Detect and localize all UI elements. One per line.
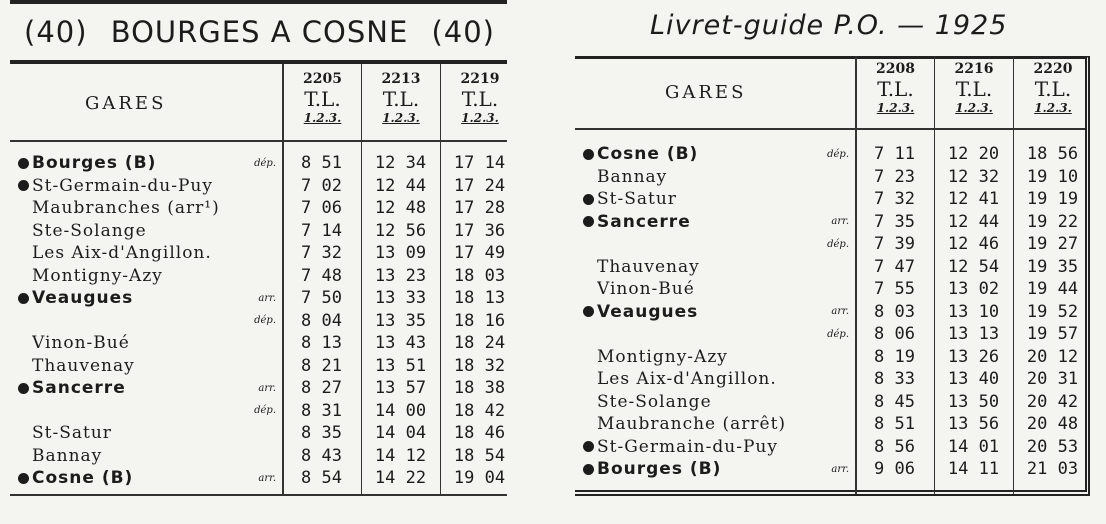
departure-time: 20 42 <box>1026 391 1079 412</box>
departure-time: 8 03 <box>874 301 915 322</box>
departure-time: 19 35 <box>1026 256 1079 277</box>
header-rule <box>10 140 507 142</box>
times-row <box>282 356 519 376</box>
departure-time: 7 06 <box>301 198 342 218</box>
times-row <box>282 378 519 398</box>
station-name: Sancerre <box>597 211 691 232</box>
arr-dep-note: dép. <box>827 148 849 160</box>
departure-time: 13 13 <box>947 324 1000 344</box>
station-row <box>583 188 855 210</box>
gares-header: GARES <box>665 82 747 103</box>
departure-time: 12 48 <box>374 198 427 218</box>
train-type: T.L. <box>1034 77 1072 101</box>
departure-time: 8 19 <box>874 346 915 367</box>
station-marker-icon <box>18 383 29 394</box>
station-name: Bannay <box>32 445 103 466</box>
times-row <box>855 324 1092 344</box>
times-row <box>282 446 519 466</box>
station-name: Veaugues <box>32 288 134 308</box>
station-name: Les Aix-d'Angillon. <box>32 243 212 263</box>
train-type: T.L. <box>877 77 914 101</box>
table-number-right: (40) <box>431 15 495 49</box>
footer-rule <box>10 494 507 496</box>
station-row <box>583 368 855 390</box>
departure-time: 19 04 <box>453 468 506 488</box>
departure-time: 17 28 <box>453 198 506 218</box>
departure-time: 7 02 <box>301 175 342 196</box>
station-row <box>583 256 855 278</box>
gares-header: GARES <box>85 93 167 114</box>
station-name: Montigny-Azy <box>597 346 728 367</box>
station-row <box>583 233 855 255</box>
departure-time: 20 12 <box>1026 346 1079 367</box>
departure-time: 19 10 <box>1026 166 1079 187</box>
station-name: Cosne (B) <box>597 144 699 164</box>
departure-time: 14 04 <box>374 423 427 443</box>
departure-time: 13 56 <box>947 414 1000 434</box>
departure-time: 18 03 <box>453 265 506 286</box>
station-row <box>583 458 855 480</box>
station-name: St-Satur <box>597 189 677 209</box>
station-name: Bourges (B) <box>32 153 157 173</box>
departure-time: 19 44 <box>1026 279 1079 299</box>
station-row <box>583 211 855 233</box>
station-row <box>18 265 282 287</box>
times-row <box>855 437 1092 457</box>
table-title <box>10 0 507 64</box>
departure-time: 8 04 <box>301 310 342 331</box>
departure-time: 17 36 <box>453 220 506 241</box>
departure-time: 13 51 <box>374 355 427 376</box>
departure-time: 19 27 <box>1026 234 1079 254</box>
departure-time: 13 43 <box>374 333 427 353</box>
arr-dep-note: arr. <box>258 382 276 394</box>
times-row <box>282 333 519 353</box>
station-row <box>18 445 282 467</box>
departure-time: 7 32 <box>301 243 342 263</box>
departure-time: 12 54 <box>947 256 1000 277</box>
station-row <box>583 346 855 368</box>
departure-time: 13 09 <box>374 243 427 263</box>
train-number: 2213 <box>381 71 421 87</box>
train-type: T.L. <box>304 87 341 111</box>
station-row <box>18 310 282 332</box>
station-row <box>583 166 855 188</box>
departure-time: 7 48 <box>301 265 342 286</box>
departure-time: 17 14 <box>453 153 506 173</box>
station-name: Cosne (B) <box>32 468 134 488</box>
station-row <box>18 242 282 264</box>
departure-time: 13 10 <box>947 301 1000 322</box>
departure-time: 17 49 <box>453 243 506 263</box>
train-number: 2216 <box>954 61 994 77</box>
train-header <box>440 68 519 138</box>
train-type: T.L. <box>461 87 499 111</box>
departure-time: 14 22 <box>374 468 427 488</box>
station-marker-icon <box>18 293 29 304</box>
departure-time: 19 57 <box>1026 324 1079 344</box>
station-row <box>583 436 855 458</box>
departure-time: 8 06 <box>874 324 915 344</box>
train-class: 1.2.3. <box>303 111 342 125</box>
station-name: Thauvenay <box>597 256 700 277</box>
departure-time: 12 44 <box>947 211 1000 232</box>
departure-time: 7 50 <box>301 288 342 308</box>
station-marker-icon <box>583 149 594 160</box>
departure-time: 12 56 <box>374 220 427 241</box>
departure-time: 8 56 <box>874 436 915 457</box>
departure-time: 19 52 <box>1026 301 1079 322</box>
station-row <box>18 422 282 444</box>
departure-time: 14 00 <box>374 400 427 421</box>
departure-time: 7 14 <box>301 220 342 241</box>
station-name: St-Satur <box>32 423 112 443</box>
departure-time: 13 57 <box>374 378 427 398</box>
departure-time: 8 35 <box>301 423 342 443</box>
departure-time: 8 31 <box>301 400 342 421</box>
departure-time: 8 27 <box>301 378 342 398</box>
departure-time: 18 54 <box>453 445 506 466</box>
train-type: T.L. <box>955 77 993 101</box>
station-row <box>18 152 282 174</box>
station-name: Thauvenay <box>32 355 135 376</box>
departure-time: 21 03 <box>1026 459 1079 479</box>
station-row <box>583 413 855 435</box>
times-row <box>855 302 1092 322</box>
train-class: 1.2.3. <box>382 111 420 125</box>
departure-time: 13 50 <box>947 391 1000 412</box>
departure-time: 12 34 <box>374 153 427 173</box>
timetable-bourges-cosne <box>10 0 507 510</box>
departure-time: 12 46 <box>947 234 1000 254</box>
station-row <box>583 301 855 323</box>
train-number: 2205 <box>303 71 342 87</box>
departure-time: 8 54 <box>301 468 342 488</box>
station-marker-icon <box>583 306 594 317</box>
departure-time: 8 43 <box>301 445 342 466</box>
times-row <box>282 221 519 241</box>
station-row <box>18 467 282 489</box>
station-name: Montigny-Azy <box>32 265 163 286</box>
times-row <box>855 414 1092 434</box>
timetable-cosne-bourges <box>565 0 1090 500</box>
departure-time: 19 22 <box>1026 211 1079 232</box>
train-number: 2208 <box>876 61 915 77</box>
arr-dep-note: dép. <box>827 238 849 250</box>
train-header <box>361 68 440 138</box>
train-header <box>282 68 361 138</box>
station-name: Bannay <box>597 166 668 187</box>
header-rule <box>575 128 1085 130</box>
departure-time: 13 35 <box>374 310 427 331</box>
times-row <box>282 311 519 331</box>
station-name: St-Germain-du-Puy <box>597 436 778 457</box>
departure-time: 12 41 <box>947 189 1000 209</box>
departure-time: 8 45 <box>874 391 915 412</box>
departure-time: 19 19 <box>1026 189 1079 209</box>
departure-time: 13 23 <box>374 265 427 286</box>
arr-dep-note: arr. <box>831 463 849 475</box>
station-marker-icon <box>583 464 594 475</box>
station-row <box>18 175 282 197</box>
times-row <box>855 144 1092 164</box>
departure-time: 8 21 <box>301 355 342 376</box>
station-row <box>583 278 855 300</box>
station-name: Ste-Solange <box>597 391 712 412</box>
departure-time: 18 38 <box>453 378 506 398</box>
train-headers <box>282 68 519 138</box>
station-name: Maubranche (arrêt) <box>597 414 787 434</box>
station-row <box>18 332 282 354</box>
station-row <box>583 323 855 345</box>
departure-time: 8 13 <box>301 333 342 353</box>
times-row <box>282 153 519 173</box>
station-row <box>583 391 855 413</box>
times-row <box>855 234 1092 254</box>
source-title: Livret-guide P.O. — 1925 <box>650 10 1008 41</box>
times-row <box>855 347 1092 367</box>
departure-time: 7 55 <box>874 279 915 299</box>
train-type: T.L. <box>382 87 420 111</box>
station-name: Vinon-Bué <box>597 279 695 299</box>
departure-time: 13 26 <box>947 346 1000 367</box>
train-class: 1.2.3. <box>461 111 499 125</box>
departure-time: 8 33 <box>874 369 915 389</box>
departure-time: 20 31 <box>1026 369 1079 389</box>
times-row <box>855 189 1092 209</box>
departure-time: 18 16 <box>453 310 506 331</box>
times-row <box>282 401 519 421</box>
times-row <box>855 167 1092 187</box>
departure-time: 8 51 <box>301 153 342 173</box>
departure-time: 12 44 <box>374 175 427 196</box>
departure-time: 8 51 <box>874 414 915 434</box>
station-row <box>18 400 282 422</box>
station-row <box>18 220 282 242</box>
departure-time: 14 11 <box>947 459 1000 479</box>
departure-time: 12 20 <box>947 144 1000 164</box>
times-row <box>855 369 1092 389</box>
train-headers <box>855 58 1092 128</box>
station-name: Les Aix-d'Angillon. <box>597 369 777 389</box>
arr-dep-note: arr. <box>831 216 849 227</box>
station-marker-icon <box>18 473 29 484</box>
times-row <box>282 266 519 286</box>
departure-time: 17 24 <box>453 175 506 196</box>
train-number: 2220 <box>1033 61 1073 77</box>
times-row <box>282 288 519 308</box>
departure-time: 18 24 <box>453 333 506 353</box>
departure-time: 14 12 <box>374 445 427 466</box>
times-row <box>282 423 519 443</box>
station-row <box>583 143 855 165</box>
departure-time: 13 02 <box>947 279 1000 299</box>
station-name: Maubranches (arr¹) <box>32 198 220 218</box>
arr-dep-note: dép. <box>254 315 276 326</box>
departure-time: 7 47 <box>874 256 915 277</box>
station-row <box>18 197 282 219</box>
times-row <box>282 198 519 218</box>
times-row <box>855 279 1092 299</box>
station-marker-icon <box>18 180 29 191</box>
departure-time: 20 48 <box>1026 414 1079 434</box>
departure-time: 7 11 <box>874 144 915 164</box>
station-marker-icon <box>583 194 594 205</box>
departure-time: 14 01 <box>947 436 1000 457</box>
station-marker-icon <box>583 216 594 227</box>
station-name: Ste-Solange <box>32 220 147 241</box>
arr-dep-note: dép. <box>254 157 276 169</box>
train-class: 1.2.3. <box>1034 101 1072 115</box>
departure-time: 12 32 <box>947 166 1000 187</box>
arr-dep-note: arr. <box>831 306 849 317</box>
station-row <box>18 287 282 309</box>
station-name: Bourges (B) <box>597 459 722 479</box>
station-name: Sancerre <box>32 378 126 398</box>
arr-dep-note: dép. <box>254 405 276 416</box>
route-title: BOURGES A COSNE <box>110 15 409 49</box>
train-header <box>855 58 934 128</box>
train-header <box>1013 58 1092 128</box>
departure-time: 18 32 <box>453 355 506 376</box>
train-class: 1.2.3. <box>955 101 993 115</box>
departure-time: 18 42 <box>453 400 506 421</box>
station-name: Veaugues <box>597 301 699 322</box>
departure-time: 7 23 <box>874 166 915 187</box>
station-row <box>18 355 282 377</box>
departure-time: 9 06 <box>874 459 915 479</box>
times-row <box>855 212 1092 232</box>
train-header <box>934 58 1013 128</box>
times-row <box>282 176 519 196</box>
station-marker-icon <box>583 441 594 452</box>
arr-dep-note: arr. <box>258 472 276 484</box>
departure-time: 13 33 <box>374 288 427 308</box>
times-row <box>855 257 1092 277</box>
train-number: 2219 <box>460 71 500 87</box>
times-row <box>855 392 1092 412</box>
departure-time: 20 53 <box>1026 436 1079 457</box>
arr-dep-note: dép. <box>827 328 849 340</box>
departure-time: 13 40 <box>947 369 1000 389</box>
times-row <box>282 243 519 263</box>
table-number-left: (40) <box>24 15 88 49</box>
times-row <box>855 459 1092 479</box>
station-name: St-Germain-du-Puy <box>32 175 213 196</box>
station-name: Vinon-Bué <box>32 333 130 353</box>
train-class: 1.2.3. <box>876 101 915 115</box>
departure-time: 7 32 <box>874 189 915 209</box>
station-marker-icon <box>18 158 29 169</box>
times-row <box>282 468 519 488</box>
station-row <box>18 377 282 399</box>
departure-time: 18 46 <box>453 423 506 443</box>
arr-dep-note: arr. <box>258 292 276 304</box>
departure-time: 18 56 <box>1026 144 1079 164</box>
departure-time: 7 39 <box>874 234 915 254</box>
departure-time: 7 35 <box>874 211 915 232</box>
departure-time: 18 13 <box>453 288 506 308</box>
